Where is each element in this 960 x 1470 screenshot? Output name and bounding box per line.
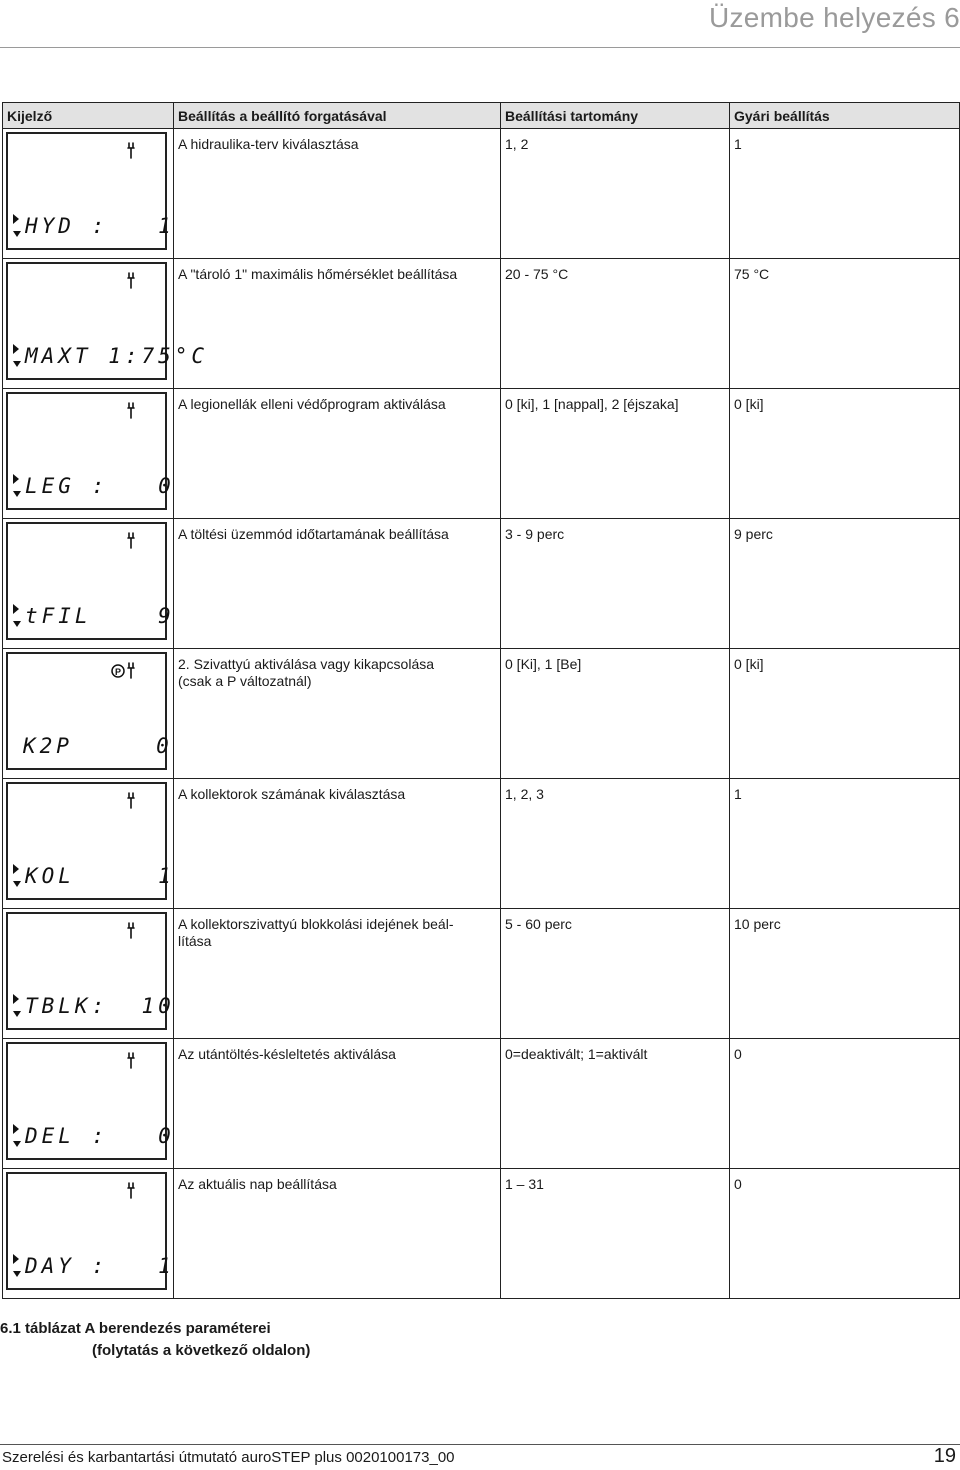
page-header-title: Üzembe helyezés 6 <box>708 2 960 33</box>
range-cell: 1, 2, 3 <box>501 779 730 909</box>
lcd-code: K2P 0 <box>23 734 173 758</box>
arrow-right-icon <box>13 344 19 354</box>
footer-rule <box>0 1444 960 1445</box>
header-rule <box>0 47 960 48</box>
wrench-icon <box>128 1183 134 1198</box>
arrow-right-icon <box>13 604 19 614</box>
arrow-indicators <box>13 994 21 1017</box>
setting-cell: A töltési üzemmód időtartamának beállítása <box>174 519 501 649</box>
table-row <box>3 129 960 259</box>
display-cell <box>3 1039 174 1169</box>
lcd-display <box>6 262 209 380</box>
setting-cell: Az utántöltés-késleltetés aktiválása <box>174 1039 501 1169</box>
range-cell: 0=deaktivált; 1=aktivált <box>501 1039 730 1169</box>
setting-cell: A hidraulika-terv kiválasztása <box>174 129 501 259</box>
table-row <box>3 519 960 649</box>
table-row <box>3 909 960 1039</box>
svg-text:P: P <box>115 667 122 677</box>
lcd-display <box>6 652 173 770</box>
wrench-icon <box>128 273 134 288</box>
wrench-icon <box>128 143 134 158</box>
arrow-down-icon <box>13 231 21 237</box>
lcd-code: DAY : 1 <box>25 1254 175 1278</box>
arrow-down-icon <box>13 361 21 367</box>
lcd-display <box>6 522 175 640</box>
range-cell: 0 [Ki], 1 [Be] <box>501 649 730 779</box>
range-cell: 0 [ki], 1 [nappal], 2 [éjszaka] <box>501 389 730 519</box>
display-cell <box>3 1169 174 1299</box>
setting-cell: A "tároló 1" maximális hőmérséklet beállítása <box>174 259 501 389</box>
arrow-down-icon <box>13 491 21 497</box>
default-cell: 9 perc <box>730 519 960 649</box>
arrow-indicators <box>13 1124 21 1147</box>
display-cell <box>3 779 174 909</box>
lcd-code: KOL 1 <box>25 864 175 888</box>
lcd-display <box>6 392 175 510</box>
default-cell: 0 [ki] <box>730 389 960 519</box>
setting-cell: A kollektorok számának kiválasztása <box>174 779 501 909</box>
arrow-down-icon <box>13 1271 21 1277</box>
arrow-indicators <box>13 474 21 497</box>
lcd-code: LEG : 0 <box>25 474 175 498</box>
pump-icon <box>112 665 124 677</box>
wrench-icon <box>128 793 134 808</box>
caption-title: 6.1 táblázat A berendezés paraméterei <box>0 1320 271 1337</box>
table-row <box>3 779 960 909</box>
page-number: 19 <box>933 1445 956 1467</box>
display-cell <box>3 259 209 389</box>
default-cell: 10 perc <box>730 909 960 1039</box>
display-cell <box>3 909 174 1039</box>
caption-continuation: (folytatás a következő oldalon) <box>92 1342 311 1359</box>
table-row <box>3 1169 960 1299</box>
arrow-down-icon <box>13 1011 21 1017</box>
arrow-indicators <box>13 214 21 237</box>
table-row <box>3 649 960 779</box>
lcd-code: tFIL 9 <box>25 604 175 628</box>
arrow-right-icon <box>13 864 19 874</box>
setting-cell: Az aktuális nap beállítása <box>174 1169 501 1299</box>
arrow-down-icon <box>13 881 21 887</box>
table-row <box>3 1039 960 1169</box>
arrow-right-icon <box>13 1124 19 1134</box>
footer-document-title: Szerelési és karbantartási útmutató auroSTEP plus 0020100173_00 <box>2 1449 455 1466</box>
default-cell: 0 [ki] <box>730 649 960 779</box>
wrench-icon <box>128 533 134 548</box>
default-cell: 0 <box>730 1169 960 1299</box>
wrench-icon <box>128 1053 134 1068</box>
range-cell: 5 - 60 perc <box>501 909 730 1039</box>
lcd-code: DEL : 0 <box>25 1124 175 1148</box>
setting-cell: A legionellák elleni védőprogram aktiválása <box>174 389 501 519</box>
wrench-icon <box>128 663 134 678</box>
arrow-indicators <box>13 864 21 887</box>
range-cell: 20 - 75 °C <box>501 259 730 389</box>
setting-cell: 2. Szivattyú aktiválása vagy kikapcsolása (csak a P változatnál) <box>174 649 501 779</box>
column-header-default: Gyári beállítás <box>730 103 960 129</box>
arrow-indicators <box>13 344 21 367</box>
table-caption <box>0 1318 310 1362</box>
arrow-down-icon <box>13 621 21 627</box>
arrow-right-icon <box>13 994 19 1004</box>
default-cell: 1 <box>730 129 960 259</box>
lcd-code: HYD : 1 <box>25 214 175 238</box>
column-header-setting: Beállítás a beállító forgatásával <box>174 103 501 129</box>
lcd-code: MAXT 1:75°C <box>25 344 209 368</box>
table-header-row <box>3 103 960 129</box>
arrow-right-icon <box>13 214 19 224</box>
wrench-icon <box>128 923 134 938</box>
display-cell <box>3 389 174 519</box>
default-cell: 75 °C <box>730 259 960 389</box>
arrow-indicators <box>13 604 21 627</box>
lcd-display <box>6 1172 175 1290</box>
arrow-right-icon <box>13 1254 19 1264</box>
display-cell <box>3 129 174 259</box>
range-cell: 3 - 9 perc <box>501 519 730 649</box>
default-cell: 0 <box>730 1039 960 1169</box>
display-cell <box>3 519 174 649</box>
lcd-display <box>6 782 175 900</box>
lcd-display <box>6 912 175 1030</box>
arrow-down-icon <box>13 1141 21 1147</box>
setting-cell: A kollektorszivattyú blokkolási idejének beál- lítása <box>174 909 501 1039</box>
wrench-icon <box>128 403 134 418</box>
column-header-display: Kijelző <box>3 103 174 129</box>
lcd-code: TBLK: 10 <box>25 994 175 1018</box>
table-row <box>3 389 960 519</box>
arrow-right-icon <box>13 474 19 484</box>
parameters-table <box>2 102 960 1299</box>
arrow-indicators <box>13 1254 21 1277</box>
range-cell: 1, 2 <box>501 129 730 259</box>
table-row <box>3 259 960 389</box>
lcd-display <box>6 1042 175 1160</box>
column-header-range: Beállítási tartomány <box>501 103 730 129</box>
range-cell: 1 – 31 <box>501 1169 730 1299</box>
lcd-display <box>6 132 175 250</box>
default-cell: 1 <box>730 779 960 909</box>
display-cell <box>3 649 174 779</box>
